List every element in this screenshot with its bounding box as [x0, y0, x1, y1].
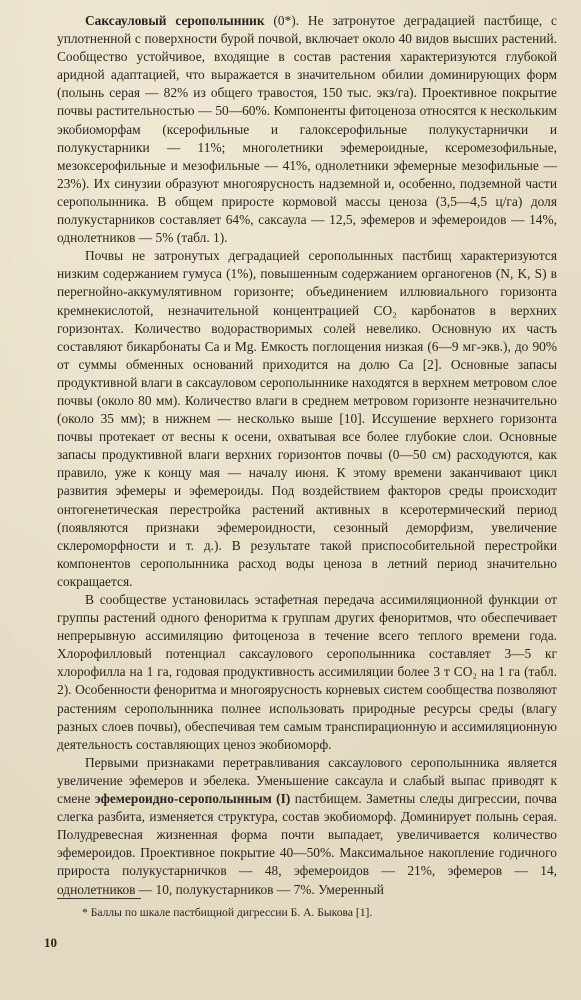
- body-text: [57, 12, 557, 899]
- paragraph-4: [57, 754, 557, 899]
- paragraph-1-lead: Саксауловый серополынник: [85, 13, 265, 28]
- paragraph-3: [57, 591, 557, 754]
- paragraph-3-text: В сообществе установилась эстафетная передача ассимиляционной функции от группы растений одного феноритма к группам других феноритмов, что обеспечивает непрерывную ассимиляцию фитоценоза в течение всего теплого времени года. Хлорофилловый потенциал саксаулового серополынника составляет 3—5 кг хлорофилла на 1 га, годовая продуктивность ассимиляции более 3 т CO₂ на 1 га (табл. 2). Особенности феноритма и многоярусность корневых систем сообщества позволяют растениям серополынника полнее использовать природные ресурсы среды (влагу разных слоев почвы), обеспечивая тем самым транспирационную и ассимиляционную деятельность составляющих ценоз экобиоморф.: [57, 592, 557, 752]
- paragraph-2: [57, 247, 557, 591]
- footnote: * Баллы по шкале пастбищной дигрессии Б. А. Быкова [1].: [82, 906, 373, 919]
- paragraph-1-text: (0*). Не затронутое деградацией пастбище, с уплотненной с поверхности бурой почвой, включает около 40 видов высших растений. Сообщество устойчивое, входящие в состав растения характеризуются глубокой аридной адаптацией, что выражается в значительном обилии доминирующих форм (полынь серая — 82% из общего травостоя, 150 тыс. экз/га). Проективное покрытие почвы растительностью — 50—60%. Компоненты фитоценоза относятся к нескольким экобиоморфам (ксерофильные и галоксерофильные полукустарнички и полукустарники — 11%; многолетники эфемероидные, ксеромезофильные, мезоксерофильные и мезофильные — 41%, однолетники эфемерные мезофильные — 23%). Их синузии образуют многоярусность надземной и, особенно, подземной части серополынника. В общем приросте кормовой массы ценоза (3,5—4,5 ц/га) доля полукустарников составляет 64%, саксаула — 12,5, эфемеров и эфемероидов — 14%, однолетников — 5% (табл. 1).: [57, 13, 557, 246]
- paragraph-4-text-before: Первыми признаками перетравливания саксаулового серополынника является увеличение эфемеров и эбелека. Уменьшение саксаула и слабый выпас приводят к смене: [57, 754, 557, 807]
- paragraph-1: [57, 12, 557, 247]
- page-number: 10: [44, 935, 57, 950]
- paragraph-4-text-after: пастбищем. Заметны следы дигрессии, почва слегка разбита, изменяется структура, состав экобиоморф. Доминирует полынь серая. Полудревесная жизненная форма почти выпадает, увеличивается количество эфемероидов. Проективное покрытие 40—50%. Максимальное накопление годичного прироста полукустарничков — 48, эфемероидов — 21%, эфемеров — 14, однолетников — 10, полукустарников — 7%. Умеренный: [57, 791, 557, 897]
- footnote-divider: [57, 898, 141, 899]
- paragraph-2-text: Почвы не затронутых деградацией серополынных пастбищ характеризуются низким содержанием гумуса (1%), повышенным содержанием органогенов (N, K, S) в перегнойно-аккумулятивном горизонте; объединением иллювиального горизонта кремнекислотой, незначительной концентрацией CO₂ карбонатов в верхних горизонтах. Количество водорастворимых солей невелико. Основную их часть составляют бикарбонаты Ca и Mg. Емкость поглощения низкая (6—9 мг-экв.), до 90% от суммы обменных оснований приходится на долю Ca [2]. Основные запасы продуктивной влаги в саксауловом серополыннике находятся в верхнем метровом слое почвы (около 80 мм). Количество влаги в среднем метровом горизонте незначительно (около 35 мм); в нижнем — несколько выше [10]. Иссушение верхнего горизонта почвы протекает от весны к осени, охватывая все более глубокие слои. Основные запасы продуктивной влаги верхних горизонтов почвы (0—50 см) расходуются, как правило, уже к концу мая — началу июня. К этому времени заканчивают цикл развития эфемеры и эфемероиды. Под воздействием факторов среды происходит онтогенетическая перестройка растений активных в ксеротермический период (появляются признаки эфемероидности, сезонный деморфизм, увеличение склероморфности и т. д.). В результате такой приспособительной перестройки компонентов серополынника расход воды ценоза в летний период значительно сокращается.: [57, 248, 557, 589]
- paragraph-4-bold-term: эфемероидно-серополынным (I): [94, 791, 291, 807]
